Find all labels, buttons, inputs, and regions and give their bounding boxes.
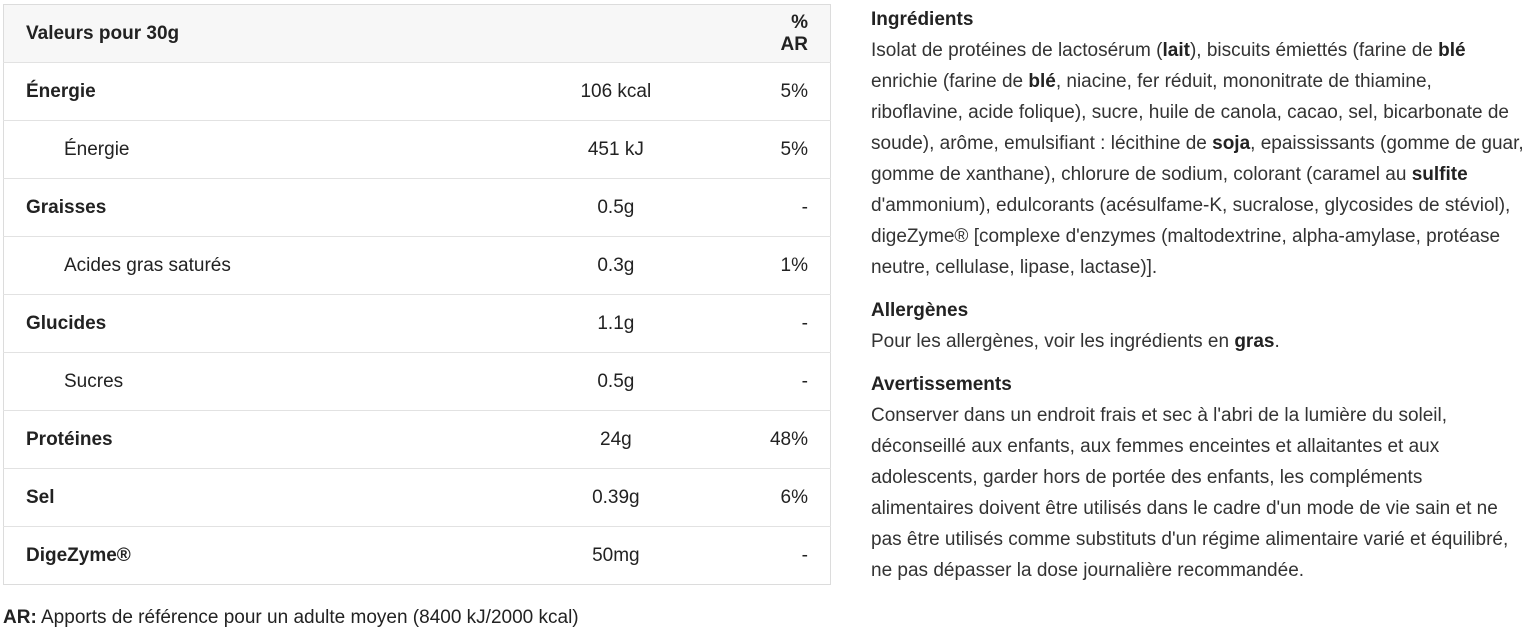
allergen-highlight: soja [1212, 133, 1251, 154]
warnings-title: Avertissements [871, 374, 1012, 395]
nutrient-ar: 6% [770, 469, 831, 527]
nutrition-row [4, 237, 831, 295]
allergens-section [871, 295, 1527, 357]
ingredients-section [871, 4, 1527, 283]
footnote-text: Apports de référence pour un adulte moyen (8400 kJ/2000 kcal) [36, 607, 579, 628]
nutrition-row [4, 527, 831, 585]
text-segment: enrichie (farine de [871, 71, 1029, 92]
nutrition-row [4, 179, 831, 237]
text-segment: Isolat de protéines de lactosérum ( [871, 40, 1163, 61]
text-segment: , niacine, fer réduit, mononitrate de thiamine, riboflavine, acide folique), sucre, huile de canola, cacao, sel, bicarbonate de soude), arôme, emulsifiant : lécithine de [871, 71, 1509, 154]
nutrient-ar: - [770, 295, 831, 353]
nutrient-name: Énergie [4, 63, 462, 121]
text-segment: . [1274, 331, 1280, 352]
nutrient-name: Protéines [4, 411, 462, 469]
ar-footnote [3, 603, 579, 633]
nutrition-table-body [4, 63, 831, 585]
nutrient-ar: 1% [770, 237, 831, 295]
header-ar: % AR [770, 5, 831, 63]
nutrient-value: 0.5g [462, 353, 770, 411]
nutrient-value: 50mg [462, 527, 770, 585]
text-segment: , epaississants (gomme de guar, gomme de xanthane), chlorure de sodium, colorant (caramel au [871, 133, 1524, 185]
nutrition-row [4, 295, 831, 353]
allergen-highlight: lait [1162, 40, 1190, 61]
nutrient-name: Glucides [4, 295, 462, 353]
allergen-highlight: blé [1438, 40, 1466, 61]
nutrient-value: 1.1g [462, 295, 770, 353]
nutrition-table [3, 4, 831, 585]
nutrient-ar: 48% [770, 411, 831, 469]
nutrition-row [4, 469, 831, 527]
allergen-highlight: blé [1028, 71, 1056, 92]
text-segment: ), biscuits émiettés (farine de [1189, 40, 1439, 61]
nutrition-table-header [4, 5, 831, 63]
nutrient-ar: - [770, 527, 831, 585]
allergens-text [871, 326, 1527, 357]
nutrient-value: 24g [462, 411, 770, 469]
warnings-text: Conserver dans un endroit frais et sec à l'abri de la lumière du soleil, déconseillé aux enfants, aux femmes enceintes et allaitantes et aux adolescents, garder hors de portée des enfants, les compléments alimentaires doivent être utilisés dans le cadre d'un mode de vie sain et ne pas être utilisés comme substituts d'un régime alimentaire varié et équilibré, ne pas dépasser la dose journalière recommandée. [871, 405, 1509, 581]
allergen-highlight: sulfite [1411, 164, 1468, 185]
warnings-section [871, 369, 1527, 586]
nutrient-name: DigeZyme® [4, 527, 462, 585]
nutrient-name: Énergie [4, 121, 462, 179]
nutrient-value: 0.5g [462, 179, 770, 237]
nutrient-value: 106 kcal [462, 63, 770, 121]
header-serving: Valeurs pour 30g [4, 5, 462, 63]
ingredients-text [871, 35, 1527, 283]
allergens-title: Allergènes [871, 300, 969, 321]
product-details [871, 4, 1527, 598]
header-value [462, 5, 770, 63]
nutrient-ar: 5% [770, 63, 831, 121]
nutrition-row [4, 411, 831, 469]
nutrient-name: Sel [4, 469, 462, 527]
nutrient-name: Acides gras saturés [4, 237, 462, 295]
nutrient-value: 0.39g [462, 469, 770, 527]
nutrition-row [4, 353, 831, 411]
nutrient-name: Graisses [4, 179, 462, 237]
nutrition-table-container [3, 4, 831, 585]
nutrient-ar: - [770, 179, 831, 237]
nutrient-value: 451 kJ [462, 121, 770, 179]
text-segment: Pour les allergènes, voir les ingrédients en [871, 331, 1235, 352]
nutrition-row [4, 63, 831, 121]
nutrient-ar: - [770, 353, 831, 411]
text-segment: d'ammonium), edulcorants (acésulfame-K, sucralose, glycosides de stéviol), digeZyme® [complexe d'enzymes (maltodextrine, alpha-amylase, protéase neutre, cellulase, lipase, lactase)]. [871, 195, 1511, 278]
nutrition-row [4, 121, 831, 179]
allergen-highlight: gras [1234, 331, 1275, 352]
nutrient-value: 0.3g [462, 237, 770, 295]
nutrient-name: Sucres [4, 353, 462, 411]
footnote-label: AR: [3, 607, 37, 628]
nutrient-ar: 5% [770, 121, 831, 179]
ingredients-title: Ingrédients [871, 9, 974, 30]
